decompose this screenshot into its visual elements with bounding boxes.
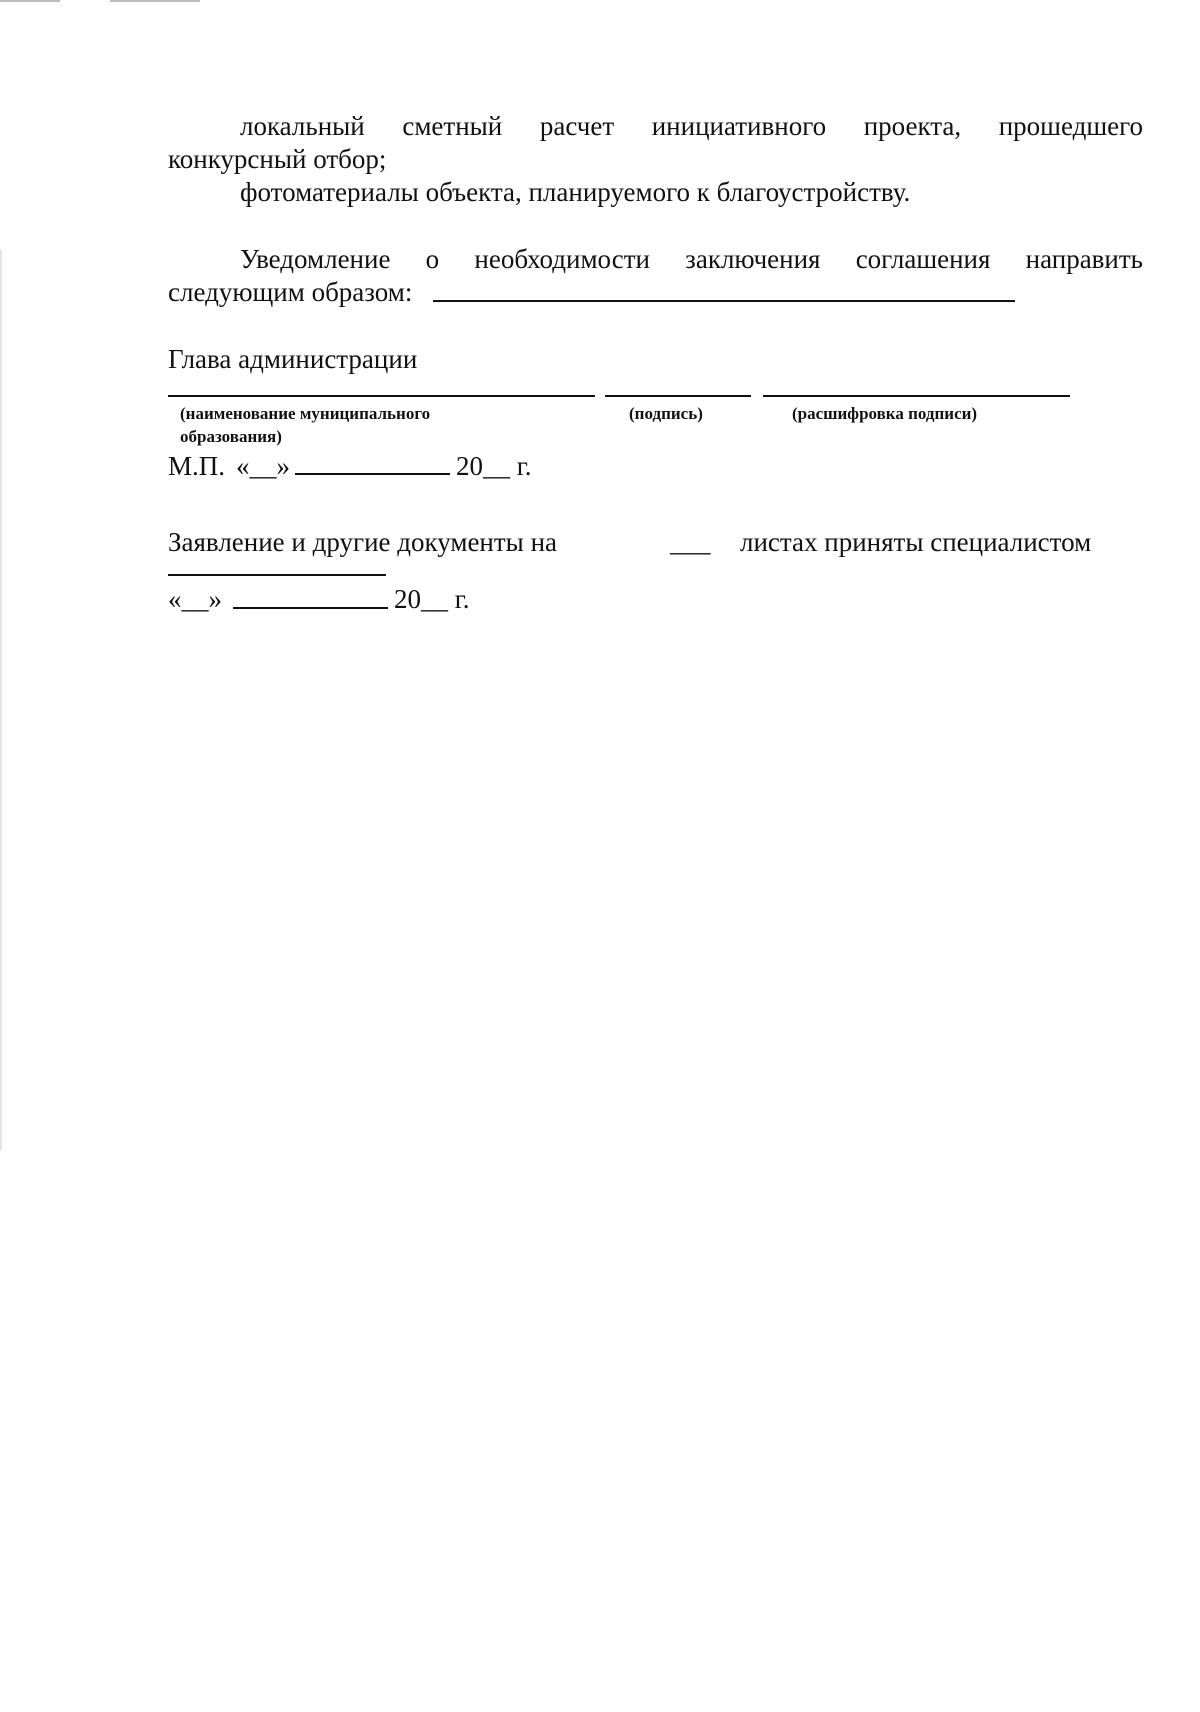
paragraph-line: конкурсный отбор;: [168, 144, 387, 174]
signature-blank[interactable]: [605, 395, 751, 397]
scan-artifact: [0, 0, 60, 2]
notice-line: следующим образом:: [168, 277, 413, 307]
scan-artifact: [110, 0, 200, 2]
acceptance-text: Заявление и другие документы на: [168, 527, 558, 557]
date-day: «__»: [168, 584, 222, 614]
date-year: 20__ г.: [456, 451, 532, 481]
date-month-blank[interactable]: [233, 607, 388, 609]
municipality-blank[interactable]: [168, 395, 595, 397]
notice-line: Уведомление о необходимости заключения соглашения направить: [240, 244, 1143, 274]
date-month-blank[interactable]: [295, 473, 450, 475]
signature-decoding-blank[interactable]: [763, 395, 1070, 397]
scan-edge: [0, 250, 2, 1150]
decoding-caption: (расшифровка подписи): [792, 404, 978, 423]
specialist-blank[interactable]: [168, 574, 386, 576]
date-day: «__»: [236, 451, 290, 481]
paragraph-line: фотоматериалы объекта, планируемого к благоустройству.: [240, 177, 911, 207]
paragraph-line: локальный сметный расчет инициативного проекта, прошедшего: [240, 111, 1143, 141]
municipality-caption: образования): [180, 427, 282, 446]
stamp-mark: М.П.: [168, 451, 226, 481]
date-year: 20__ г.: [394, 584, 470, 614]
signature-caption: (подпись): [629, 404, 703, 423]
municipality-caption: (наименование муниципального: [180, 404, 431, 423]
sheets-count-blank: ___: [670, 527, 711, 557]
acceptance-text: листах приняты специалистом: [740, 527, 1092, 557]
head-title: Глава администрации: [168, 344, 418, 374]
notice-method-blank[interactable]: [433, 300, 1015, 302]
